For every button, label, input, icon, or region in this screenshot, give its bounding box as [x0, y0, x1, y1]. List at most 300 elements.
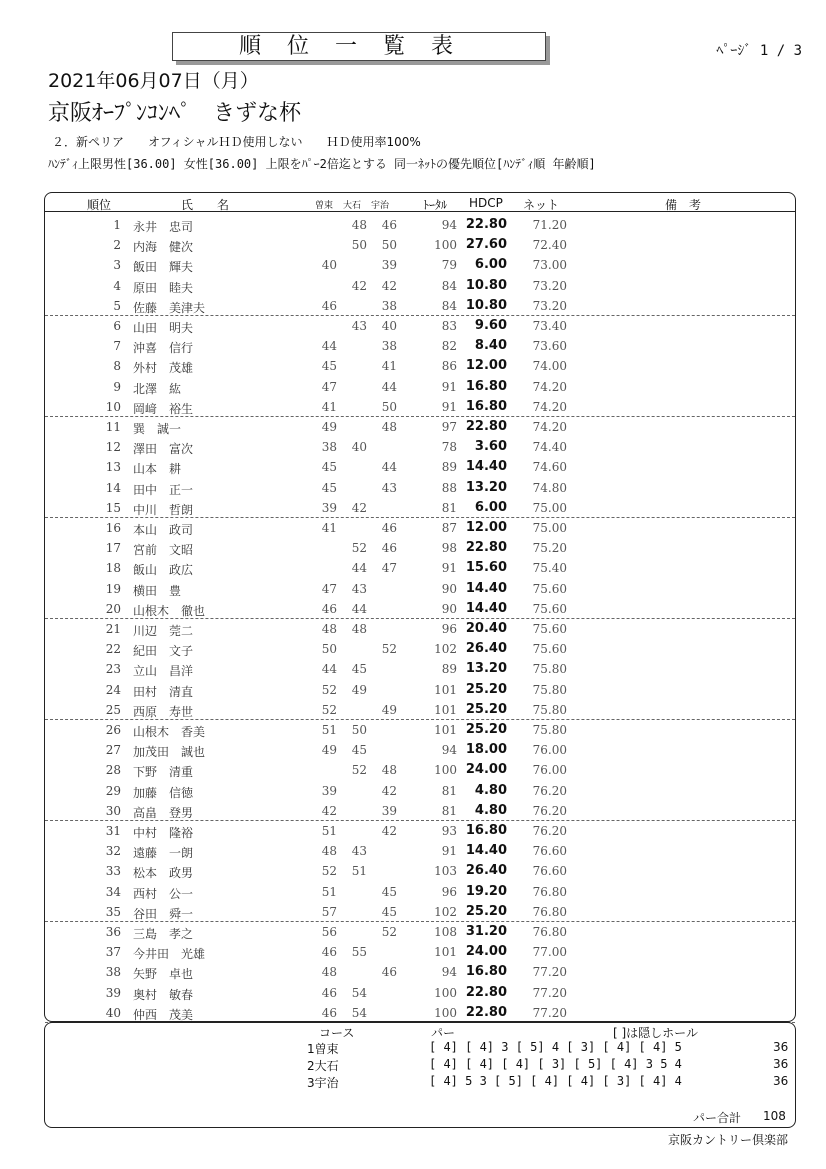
cell-hdcp: 27.60 — [465, 237, 507, 253]
cell-rank: 17 — [105, 541, 121, 556]
cell-total: 91 — [441, 844, 457, 859]
event-name: 京阪ｵｰﾌﾟﾝｺﾝﾍﾟ きずな杯 — [48, 101, 302, 126]
cell-s1: 39 — [321, 500, 337, 515]
cell-net: 74.20 — [532, 379, 567, 394]
cell-s2: 43 — [351, 319, 367, 333]
course-pars: [ 4] [ 4] [ 4] [ 3] [ 5] [ 4] 3 5 4 — [429, 1057, 682, 1071]
cell-net: 76.00 — [532, 763, 567, 778]
cell-hdcp: 31.20 — [465, 924, 507, 939]
cell-hdcp: 22.80 — [465, 217, 507, 232]
cell-name: 三島 孝之 — [133, 927, 194, 941]
cell-s1: 48 — [321, 965, 337, 980]
cell-hdcp: 20.40 — [465, 621, 507, 636]
table-row — [45, 356, 795, 376]
cell-s2: 43 — [351, 844, 367, 859]
table-row — [45, 861, 795, 881]
cell-s2: 51 — [351, 864, 367, 879]
cell-hdcp: 16.80 — [465, 964, 507, 980]
cell-name: 矢野 卓也 — [133, 967, 194, 982]
cell-s2: 54 — [351, 1005, 367, 1020]
cell-hdcp: 14.40 — [465, 843, 507, 859]
cell-hdcp: 4.80 — [474, 802, 507, 818]
cell-name: 澤田 富次 — [133, 442, 194, 457]
cell-rank: 9 — [113, 379, 121, 394]
cell-net: 75.00 — [532, 500, 567, 515]
cell-s2: 49 — [351, 682, 367, 697]
cell-net: 74.00 — [532, 359, 567, 374]
cell-rank: 8 — [113, 359, 121, 374]
course-label: コース — [319, 1026, 355, 1040]
table-row — [45, 558, 795, 578]
cell-s2: 55 — [351, 945, 367, 960]
event-date: 2021年06月07日（月） — [48, 70, 259, 92]
cell-rank: 11 — [105, 420, 121, 434]
cell-rank: 2 — [113, 238, 121, 253]
cell-total: 101 — [434, 702, 457, 717]
cell-net: 76.00 — [532, 743, 567, 758]
cell-s2: 54 — [351, 985, 367, 1000]
cell-s1: 47 — [321, 581, 337, 596]
par-total-value: 108 — [763, 1109, 786, 1123]
cell-rank: 1 — [113, 218, 121, 232]
cell-total: 94 — [441, 218, 457, 232]
par-label: パー — [431, 1026, 456, 1040]
table-row — [45, 316, 795, 336]
cell-rank: 35 — [105, 904, 121, 919]
course-pars: [ 4] 5 3 [ 5] [ 4] [ 4] [ 3] [ 4] 4 — [429, 1074, 682, 1088]
cell-total: 87 — [441, 521, 457, 535]
cell-rank: 14 — [105, 480, 121, 495]
table-row — [45, 639, 795, 659]
cell-net: 76.20 — [532, 783, 567, 798]
cell-net: 74.20 — [532, 399, 567, 414]
cell-hdcp: 25.20 — [465, 722, 507, 737]
cell-name: 西村 公一 — [133, 886, 194, 901]
cell-name: 立山 昌洋 — [133, 664, 194, 679]
cell-rank: 5 — [113, 298, 121, 313]
cell-name: 奥村 敏春 — [133, 987, 194, 1002]
cell-name: 宮前 文昭 — [133, 543, 194, 558]
cell-rank: 12 — [105, 440, 121, 455]
hidden-hole-note: [ ]は隠しホール — [613, 1026, 698, 1040]
cell-total: 78 — [441, 440, 457, 455]
cell-total: 86 — [441, 359, 457, 374]
cell-total: 84 — [441, 278, 457, 293]
cell-rank: 39 — [105, 985, 121, 1000]
table-row — [45, 235, 795, 255]
col-name: 氏 名 — [181, 198, 230, 212]
table-row — [45, 841, 795, 861]
cell-total: 97 — [441, 420, 457, 434]
cell-hdcp: 26.40 — [465, 641, 507, 657]
cell-net: 74.40 — [532, 440, 567, 455]
cell-rank: 33 — [105, 864, 121, 879]
cell-total: 100 — [434, 1005, 457, 1020]
cell-total: 100 — [434, 238, 457, 253]
cell-rank: 31 — [105, 824, 121, 838]
table-row — [45, 457, 795, 477]
table-row — [45, 478, 795, 498]
cell-total: 96 — [441, 884, 457, 899]
cell-total: 108 — [434, 925, 457, 939]
cell-rank: 10 — [105, 399, 121, 414]
page-title: 順位一覧表 — [172, 32, 546, 61]
cell-net: 76.80 — [532, 904, 567, 919]
cell-name: 高畠 登男 — [133, 805, 194, 820]
cell-name: 内海 健次 — [133, 240, 194, 255]
cell-name: 本山 政司 — [133, 523, 194, 537]
cell-name: 加茂田 誠也 — [133, 745, 206, 760]
cell-s3: 45 — [381, 904, 397, 919]
cell-name: 松本 政男 — [133, 866, 194, 881]
cell-hdcp: 22.80 — [465, 984, 507, 1000]
course-row — [45, 1040, 795, 1057]
cell-s1: 41 — [321, 399, 337, 414]
cell-s2: 50 — [351, 723, 367, 737]
cell-rank: 27 — [105, 743, 121, 758]
col-rank: 順位 — [87, 198, 112, 212]
cell-name: 遠藤 一朗 — [133, 846, 194, 861]
cell-rank: 16 — [105, 521, 121, 535]
cell-s2: 45 — [351, 662, 367, 677]
cell-total: 101 — [434, 682, 457, 697]
col-course-2: 大石 — [343, 201, 362, 211]
cell-net: 75.60 — [532, 642, 567, 657]
table-row — [45, 781, 795, 801]
col-course-1: 曽束 — [315, 201, 334, 211]
cell-name: 加藤 信徳 — [133, 785, 194, 800]
cell-hdcp: 16.80 — [465, 823, 507, 838]
cell-rank: 29 — [105, 783, 121, 798]
cell-net: 77.20 — [532, 1005, 567, 1020]
table-row — [45, 760, 795, 780]
cell-s3: 38 — [381, 339, 397, 354]
cell-net: 76.20 — [532, 824, 567, 838]
cell-s3: 48 — [381, 420, 397, 434]
cell-s1: 38 — [321, 440, 337, 455]
cell-rank: 24 — [105, 682, 121, 697]
cell-s2: 42 — [351, 278, 367, 293]
course-par-box — [44, 1022, 796, 1128]
cell-s3: 42 — [381, 278, 397, 293]
cell-net: 77.20 — [532, 965, 567, 980]
cell-s1: 45 — [321, 359, 337, 374]
cell-net: 75.00 — [532, 521, 567, 535]
table-row — [45, 942, 795, 962]
cell-hdcp: 12.00 — [465, 358, 507, 374]
cell-hdcp: 14.40 — [465, 459, 507, 475]
cell-total: 91 — [441, 379, 457, 394]
col-course-3: 宇治 — [371, 201, 390, 211]
table-row — [45, 437, 795, 457]
cell-hdcp: 14.40 — [465, 600, 507, 616]
cell-name: 巽 誠一 — [133, 422, 182, 436]
table-row — [45, 417, 795, 437]
cell-hdcp: 10.80 — [465, 297, 507, 313]
cell-s1: 51 — [321, 824, 337, 838]
cell-s1: 44 — [321, 662, 337, 677]
cell-hdcp: 22.80 — [465, 419, 507, 434]
col-total: ﾄｰﾀﾙ — [423, 198, 448, 212]
cell-hdcp: 25.20 — [465, 903, 507, 919]
cell-net: 77.20 — [532, 985, 567, 1000]
cell-net: 71.20 — [532, 218, 567, 232]
cell-s1: 42 — [321, 803, 337, 818]
cell-total: 84 — [441, 298, 457, 313]
cell-net: 74.60 — [532, 460, 567, 475]
cell-total: 88 — [441, 480, 457, 495]
cell-rank: 38 — [105, 965, 121, 980]
cell-net: 73.20 — [532, 278, 567, 293]
table-row — [45, 680, 795, 700]
cell-hdcp: 3.60 — [474, 439, 507, 455]
par-total-label: パー合計 — [693, 1111, 742, 1125]
cell-total: 102 — [434, 904, 457, 919]
cell-s1: 46 — [321, 601, 337, 616]
cell-s1: 39 — [321, 783, 337, 798]
cell-total: 81 — [441, 783, 457, 798]
cell-s3: 50 — [381, 238, 397, 253]
cell-rank: 28 — [105, 763, 121, 778]
cell-s1: 40 — [321, 258, 337, 273]
cell-rank: 3 — [113, 258, 121, 273]
course-name: 1曽束 — [307, 1042, 339, 1056]
cell-s1: 46 — [321, 945, 337, 960]
cell-name: 西原 寿世 — [133, 704, 194, 719]
cell-s3: 52 — [381, 925, 397, 939]
cell-hdcp: 26.40 — [465, 863, 507, 879]
table-row — [45, 740, 795, 760]
table-row — [45, 962, 795, 982]
cell-total: 89 — [441, 662, 457, 677]
cell-s2: 52 — [351, 541, 367, 556]
cell-net: 75.80 — [532, 662, 567, 677]
cell-net: 76.60 — [532, 844, 567, 859]
cell-name: 外村 茂雄 — [133, 361, 194, 376]
cell-name: 山本 耕 — [133, 462, 182, 477]
cell-hdcp: 22.80 — [465, 1004, 507, 1020]
cell-hdcp: 15.60 — [465, 560, 507, 576]
cell-total: 82 — [441, 339, 457, 354]
cell-hdcp: 6.00 — [474, 257, 507, 273]
table-row — [45, 276, 795, 296]
cell-s3: 39 — [381, 258, 397, 273]
col-remarks: 備 考 — [665, 198, 702, 212]
cell-s3: 42 — [381, 824, 397, 838]
cell-s3: 43 — [381, 480, 397, 495]
cell-name: 中村 隆裕 — [133, 826, 194, 840]
cell-s3: 46 — [381, 541, 397, 556]
cell-hdcp: 9.60 — [474, 318, 507, 333]
table-row — [45, 518, 795, 538]
course-name: 3宇治 — [307, 1076, 339, 1090]
cell-total: 94 — [441, 965, 457, 980]
cell-total: 101 — [434, 723, 457, 737]
table-row — [45, 579, 795, 599]
cell-s2: 40 — [351, 440, 367, 455]
cell-net: 75.20 — [532, 541, 567, 556]
cell-name: 佐藤 美津夫 — [133, 300, 206, 315]
cell-rank: 4 — [113, 278, 121, 293]
cell-net: 76.80 — [532, 925, 567, 939]
cell-s1: 51 — [321, 723, 337, 737]
cell-net: 75.40 — [532, 561, 567, 576]
cell-net: 75.60 — [532, 622, 567, 636]
cell-net: 73.20 — [532, 298, 567, 313]
cell-net: 73.60 — [532, 339, 567, 354]
table-row — [45, 255, 795, 275]
table-row — [45, 599, 795, 620]
cell-total: 83 — [441, 319, 457, 333]
cell-s3: 50 — [381, 399, 397, 414]
cell-total: 79 — [441, 258, 457, 273]
cell-s3: 45 — [381, 884, 397, 899]
course-name: 2大石 — [307, 1059, 339, 1073]
handicap-rule: ﾊﾝﾃﾞｨ上限男性[36.00] 女性[36.00] 上限をﾊﾟｰ2倍迄とする 同一ﾈｯﾄの優先順位[ﾊﾝﾃﾞｨ順 年齢順] — [48, 157, 596, 171]
cell-net: 72.40 — [532, 238, 567, 253]
cell-hdcp: 13.20 — [465, 479, 507, 495]
scoring-rule: ２．新ペリア オフィシャルＨＤ使用しない ＨＤ使用率100% — [52, 135, 421, 149]
cell-s2: 52 — [351, 763, 367, 778]
cell-name: 川辺 莞二 — [133, 624, 194, 638]
cell-s3: 46 — [381, 218, 397, 232]
cell-s2: 48 — [351, 218, 367, 232]
cell-s2: 50 — [351, 238, 367, 253]
cell-total: 100 — [434, 763, 457, 778]
cell-s1: 41 — [321, 521, 337, 535]
cell-total: 103 — [434, 864, 457, 879]
col-hdcp: HDCP — [469, 196, 503, 210]
course-par-total: 36 — [773, 1057, 789, 1071]
results-table — [44, 192, 796, 1022]
cell-s3: 38 — [381, 298, 397, 313]
cell-hdcp: 12.00 — [465, 520, 507, 535]
cell-s2: 44 — [351, 601, 367, 616]
cell-rank: 21 — [105, 622, 121, 636]
cell-total: 81 — [441, 803, 457, 818]
cell-rank: 30 — [105, 803, 121, 818]
cell-total: 90 — [441, 601, 457, 616]
cell-rank: 32 — [105, 844, 121, 859]
table-row — [45, 215, 795, 235]
cell-hdcp: 19.20 — [465, 883, 507, 899]
cell-net: 74.20 — [532, 420, 567, 434]
course-row — [45, 1057, 795, 1074]
table-row — [45, 922, 795, 942]
table-row — [45, 397, 795, 418]
cell-s1: 50 — [321, 642, 337, 657]
cell-total: 89 — [441, 460, 457, 475]
cell-total: 98 — [441, 541, 457, 556]
cell-s2: 44 — [351, 561, 367, 576]
cell-net: 75.60 — [532, 601, 567, 616]
cell-name: 飯田 輝夫 — [133, 260, 194, 275]
cell-hdcp: 25.20 — [465, 701, 507, 717]
cell-total: 81 — [441, 500, 457, 515]
cell-hdcp: 16.80 — [465, 398, 507, 414]
cell-name: 仲西 茂美 — [133, 1007, 194, 1022]
cell-hdcp: 24.00 — [465, 944, 507, 960]
table-row — [45, 619, 795, 639]
cell-s1: 46 — [321, 298, 337, 313]
table-row — [45, 659, 795, 679]
cell-rank: 13 — [105, 460, 121, 475]
cell-net: 75.80 — [532, 682, 567, 697]
table-row — [45, 377, 795, 397]
cell-net: 75.60 — [532, 581, 567, 596]
cell-name: 紀田 文子 — [133, 644, 194, 659]
cell-s3: 40 — [381, 319, 397, 333]
cell-s1: 48 — [321, 844, 337, 859]
cell-rank: 7 — [113, 339, 121, 354]
cell-name: 原田 睦夫 — [133, 280, 194, 295]
cell-name: 山根木 香美 — [133, 725, 206, 739]
cell-hdcp: 8.40 — [474, 338, 507, 354]
course-row — [45, 1074, 795, 1091]
table-row — [45, 801, 795, 822]
cell-s2: 48 — [351, 622, 367, 636]
table-row — [45, 902, 795, 923]
cell-rank: 15 — [105, 500, 121, 515]
cell-s1: 46 — [321, 1005, 337, 1020]
cell-name: 谷田 舜一 — [133, 906, 194, 921]
cell-s1: 46 — [321, 985, 337, 1000]
cell-s3: 46 — [381, 521, 397, 535]
cell-total: 90 — [441, 581, 457, 596]
course-pars: [ 4] [ 4] 3 [ 5] 4 [ 3] [ 4] [ 4] 5 — [429, 1040, 682, 1054]
cell-net: 76.60 — [532, 864, 567, 879]
cell-rank: 40 — [105, 1005, 121, 1020]
cell-hdcp: 16.80 — [465, 378, 507, 394]
cell-s1: 51 — [321, 884, 337, 899]
cell-s3: 42 — [381, 783, 397, 798]
table-header — [45, 193, 795, 212]
table-row — [45, 336, 795, 356]
cell-rank: 19 — [105, 581, 121, 596]
cell-s3: 41 — [381, 359, 397, 374]
course-par-total: 36 — [773, 1040, 789, 1054]
cell-net: 76.80 — [532, 884, 567, 899]
cell-s1: 52 — [321, 864, 337, 879]
cell-s3: 48 — [381, 763, 397, 778]
cell-total: 102 — [434, 642, 457, 657]
cell-s1: 49 — [321, 420, 337, 434]
cell-name: 下野 清重 — [133, 765, 194, 780]
cell-rank: 25 — [105, 702, 121, 717]
cell-name: 岡﨑 裕生 — [133, 401, 194, 416]
cell-hdcp: 14.40 — [465, 580, 507, 596]
cell-total: 94 — [441, 743, 457, 758]
cell-name: 田村 清直 — [133, 684, 194, 699]
cell-s1: 44 — [321, 339, 337, 354]
cell-net: 73.00 — [532, 258, 567, 273]
cell-total: 100 — [434, 985, 457, 1000]
cell-s1: 45 — [321, 460, 337, 475]
cell-name: 山根木 徹也 — [133, 603, 206, 618]
cell-s1: 48 — [321, 622, 337, 636]
cell-name: 山田 明夫 — [133, 321, 194, 335]
cell-s3: 46 — [381, 965, 397, 980]
cell-rank: 20 — [105, 601, 121, 616]
cell-hdcp: 22.80 — [465, 540, 507, 556]
cell-s1: 52 — [321, 702, 337, 717]
table-row — [45, 498, 795, 519]
table-row — [45, 983, 795, 1003]
cell-net: 75.80 — [532, 723, 567, 737]
cell-hdcp: 10.80 — [465, 277, 507, 293]
cell-hdcp: 24.00 — [465, 762, 507, 778]
cell-rank: 37 — [105, 945, 121, 960]
